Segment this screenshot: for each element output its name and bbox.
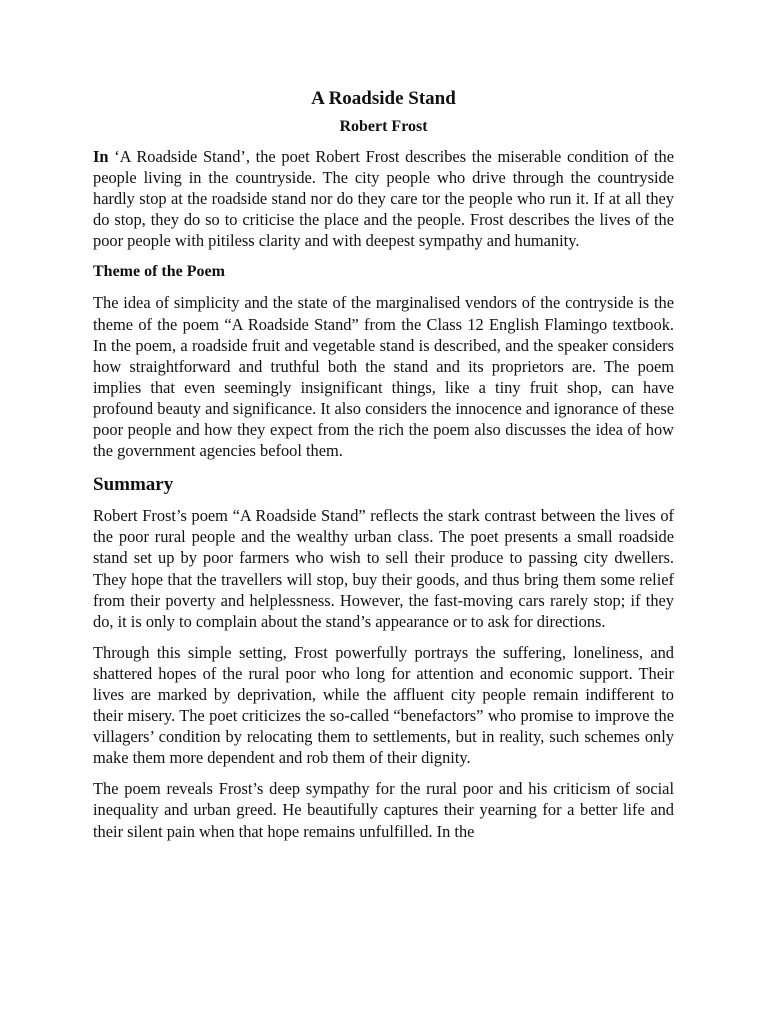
summary-paragraph: Through this simple setting, Frost powerfully portrays the suffering, loneliness, and shattered hopes of the rural poor who long for attention and economic support. Their lives are marked by deprivation, while the affluent city people remain indifferent to their misery. The poet criticizes the so-called “benefactors” who promise to improve the villagers’ condition by relocating them to settlements, but in reality, such schemes only make them more dependent and rob them of their dignity.	[93, 642, 674, 768]
author-name: Robert Frost	[339, 118, 428, 135]
summary-heading: Summary	[93, 474, 174, 496]
summary-paragraph: Robert Frost’s poem “A Roadside Stand” reflects the stark contrast between the lives of the poor rural people and the wealthy urban class. The poet presents a small roadside stand set up by poor farmers who wish to sell their produce to passing city dwellers. They hope that the travellers will stop, buy their goods, and thus bring them some relief from their poverty and helplessness. However, the fast-moving cars rarely stop; if they do, it is only to complain about the stand’s appearance or to ask for directions.	[93, 506, 674, 631]
theme-heading: Theme of the Poem	[93, 263, 225, 281]
document-title: A Roadside Stand	[311, 88, 456, 109]
intro-lead-word: In	[93, 147, 109, 166]
theme-paragraph: The idea of simplicity and the state of the marginalised vendors of the contryside is the theme of the poem “A Roadside Stand” from the Class 12 English Flamingo textbook. In the poem, a roadside fruit and vegetable stand is described, and the speaker considers how straightforward and truthful both the stand and its proprietors are. The poem implies that even seemingly insignificant things, like a tiny fruit shop, can have profound beauty and significance. It also considers the innocence and ignorance of these poor people and how they expect from the rich the poem also discusses the idea of how the government agencies befool them.	[93, 293, 674, 461]
document-page	[93, 86, 674, 842]
summary-paragraph: The poem reveals Frost’s deep sympathy for the rural poor and his criticism of social inequality and urban greed. He beautifully captures their yearning for a better life and their silent pain when that hope remains unfulfilled. In the	[93, 779, 674, 841]
intro-text: ‘A Roadside Stand’, the poet Robert Frost describes the miserable condition of the people living in the countryside. The city people who drive through the countryside hardly stop at the roadside stand nor do they care tor the people who run it. If at all they do stop, they do so to criticise the place and the people. Frost describes the lives of the poor people with pitiless clarity and with deepest sympathy and humanity.	[93, 147, 674, 251]
intro-paragraph	[93, 146, 674, 251]
